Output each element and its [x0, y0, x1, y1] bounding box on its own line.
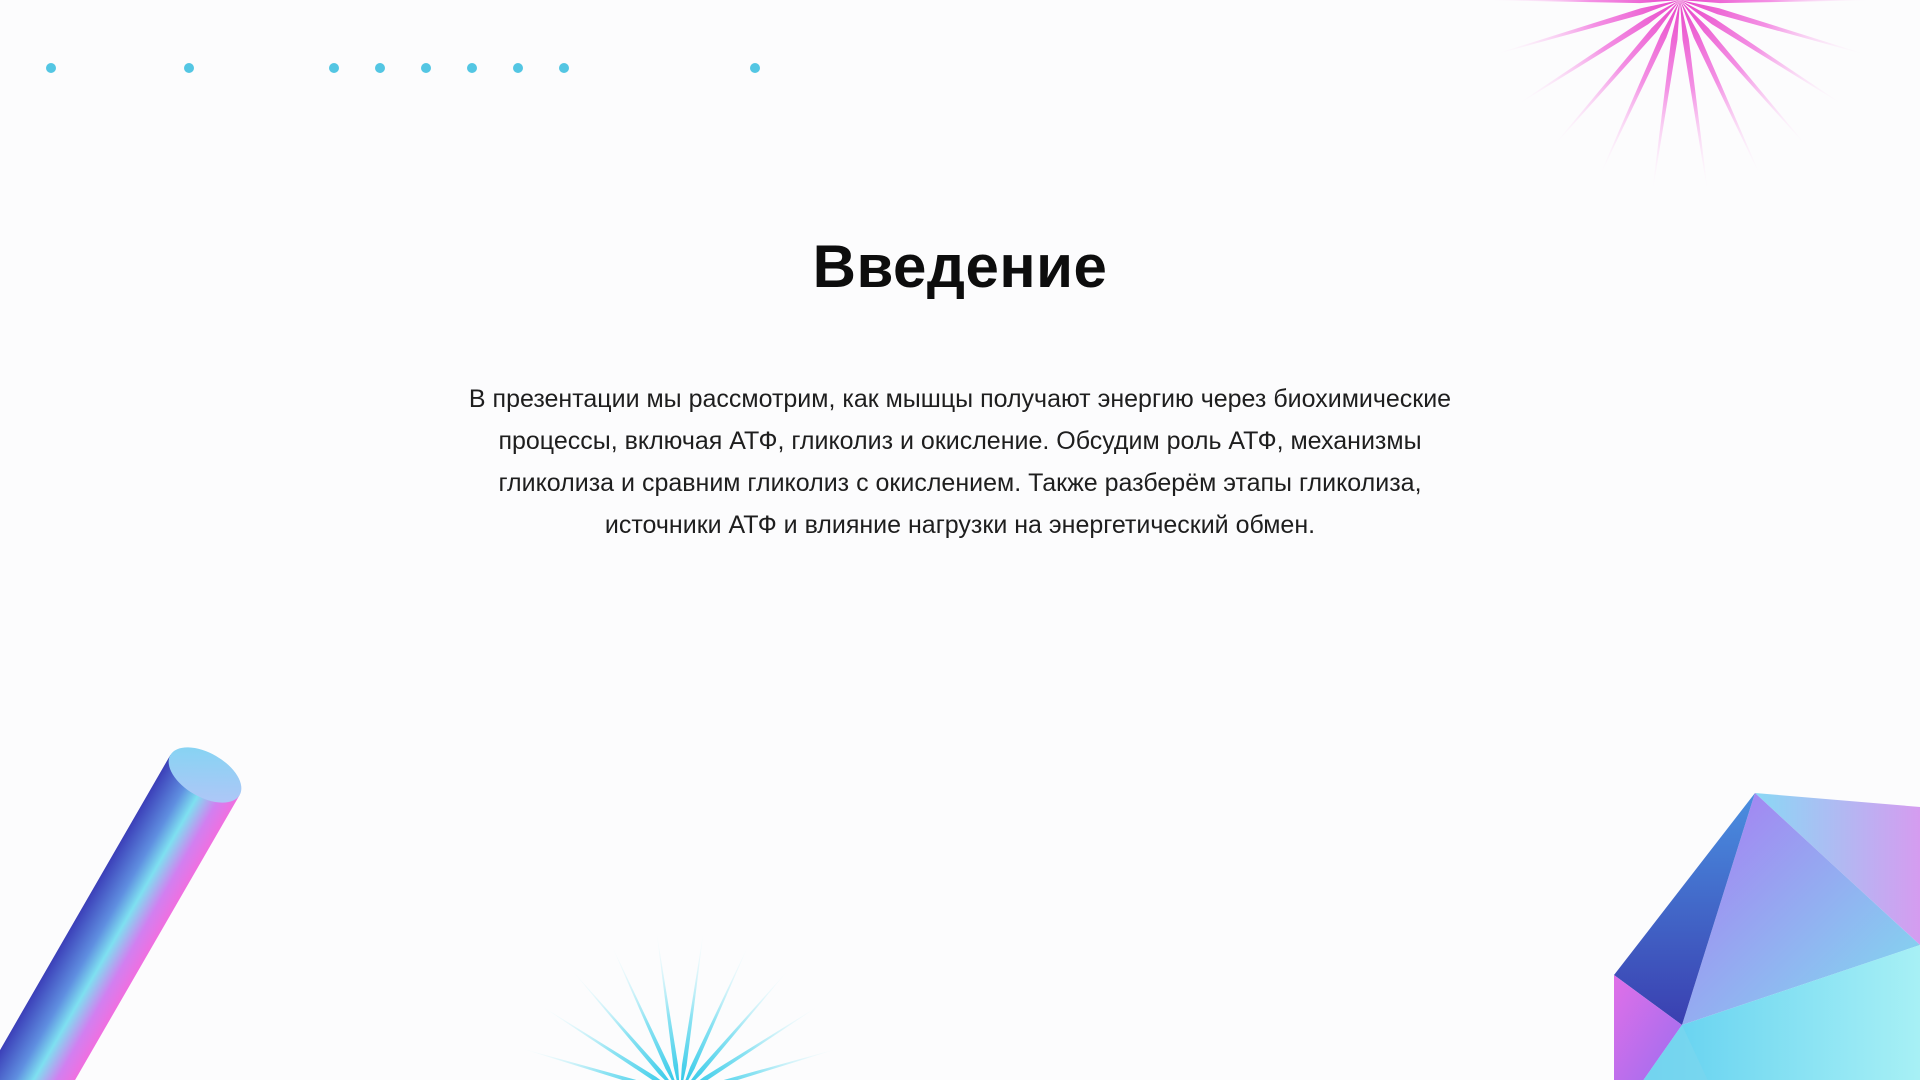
starburst-ray	[1680, 0, 1885, 3]
dot	[184, 63, 194, 73]
slide-body-text: В презентации мы рассмотрим, как мышцы получают энергию через биохимические процессы, включая АТФ, гликолиз и окисление. Обсудим роль АТФ, механизмы гликолиза и сравним гликолиз с окислением. Также разберём этапы гликолиза, источники АТФ и влияние нагрузки на энергетический обмен.	[468, 385, 1452, 539]
starburst-ray	[1475, 0, 1680, 3]
starburst-ray	[656, 927, 680, 1080]
gradient-cylinder-icon	[0, 720, 270, 1080]
dot	[329, 63, 339, 73]
starburst-ray	[1680, 0, 1877, 58]
dot	[513, 63, 523, 73]
dot	[421, 63, 431, 73]
dot-row-decoration	[0, 0, 900, 120]
slide-title: Введение	[812, 233, 1108, 300]
dot	[375, 63, 385, 73]
starburst-ray	[609, 940, 680, 1080]
dot	[559, 63, 569, 73]
gradient-polyhedron-icon	[1600, 785, 1920, 1080]
starburst-ray	[680, 940, 751, 1080]
starburst-pink-icon	[1470, 0, 1890, 210]
starburst-ray	[1483, 0, 1680, 58]
starburst-ray	[680, 927, 704, 1080]
starburst-cyan-icon	[500, 925, 860, 1080]
dot	[46, 63, 56, 73]
dot	[467, 63, 477, 73]
dot	[750, 63, 760, 73]
